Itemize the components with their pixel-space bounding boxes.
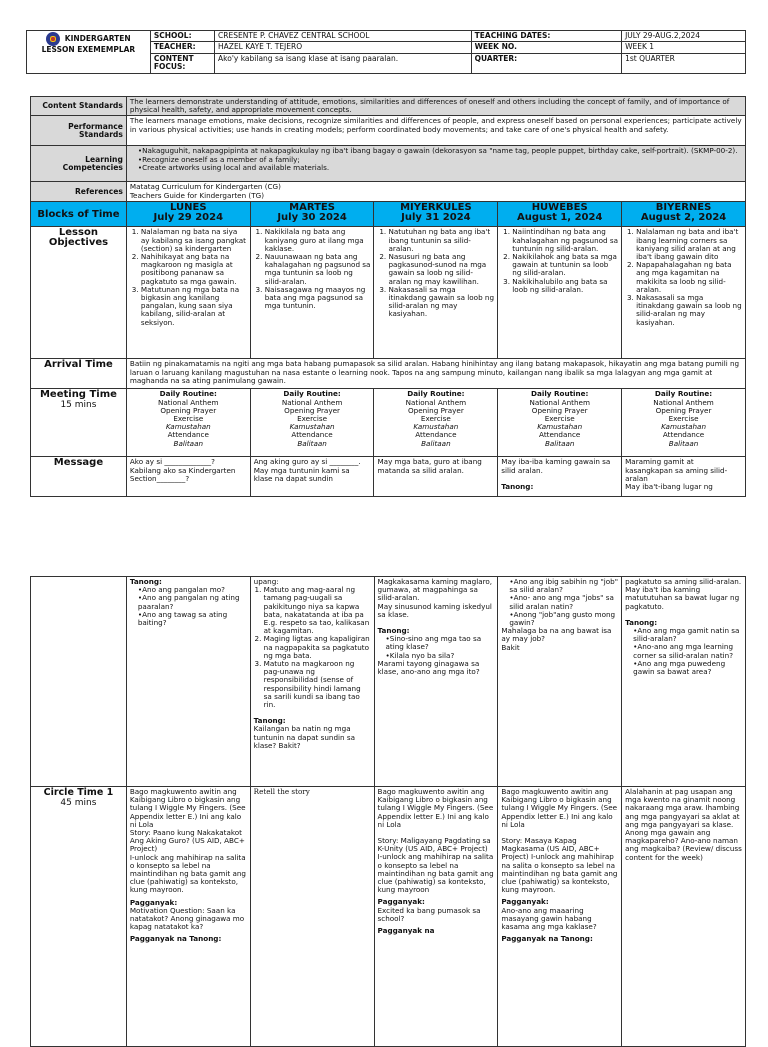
deped-logo [46,32,60,46]
lesson-objectives-label: Lesson Objectives [31,227,127,359]
circle-mon [126,787,250,1047]
rule-item: 1. Matuto ang mag-aaral ng tamang pag-uugali sa pakikitungo niya sa kapwa bata, nakatatanda at iba pa E.g. respeto sa tao, kalikasan at kagamitan. [264,586,371,635]
meeting-time-duration: 15 mins [60,400,97,411]
teacher-label: TEACHER: [150,42,214,53]
routine-item: Kamustahan [537,422,583,432]
motivation-question-title: Pagganyak na [377,926,435,936]
routine-item: National Anthem [653,397,714,407]
meeting-time-title: Meeting Time [39,389,117,401]
routine-item: Balitaan [668,438,699,448]
routine-thu [498,389,622,457]
routine-title: Daily Routine: [654,389,713,399]
school-label: SCHOOL: [150,31,214,42]
objectives-thu [498,227,622,359]
circle-time-label [31,787,127,1047]
message-continued-label [31,577,127,787]
routine-item: Balitaan [421,438,451,448]
routine-item: Balitaan [297,438,327,448]
message-mon [126,457,250,497]
logo-title-cell [27,31,151,74]
message-line: May sinusunod kaming iskedyul sa klase. [377,601,492,619]
day-date: August 2, 2024 [640,212,727,224]
objective-item: 1. Nalalaman ng bata and iba't ibang learning corners sa kaniyang silid aralan at ang iba't ibang gawain dito [636,228,742,261]
objective-item: 3. Nakikihalubilo ang bata sa loob ng silid-aralan. [512,278,618,294]
routine-fri [622,389,746,457]
objective-item: 2. Nakikilahok ang bata sa mga gawain at tuntunin sa loob ng silid-aralan. [512,253,618,278]
reference-line: Matatag Curriculum for Kindergarten (CG) [129,182,281,192]
routine-item: Kamustahan [661,422,706,432]
routine-item: Attendance [662,430,705,440]
routine-item: Balitaan [544,438,575,448]
message-line: upang: [253,577,279,586]
message-thu [498,457,622,497]
objective-item: 1. Nalalaman ng bata na siya ay kabilang sa isang pangkat (section) sa kindergarten [141,228,247,253]
logo-title-1: KINDERGARTEN [64,34,131,43]
objectives-tue [250,227,374,359]
circle-thu [498,787,622,1047]
objective-item: 2. Nahihikayat ang bata na magkaroon ng masigla at positibong pananaw sa pagkatuto sa mga gawain. [141,253,247,286]
references-label: References [31,182,127,202]
school-value: CRESENTE P. CHAVEZ CENTRAL SCHOOL [215,31,472,42]
day-date: August 1, 2024 [516,212,603,224]
message-wed [374,457,498,497]
routine-item: National Anthem [158,397,219,407]
question-item: • Ano ang mga gamit natin sa silid-aralan? [633,627,742,643]
message-line: Marami tayong ginagawa sa klase, ano-ano ang mga ito? [377,658,480,677]
circle-line: Motivation Question: Saan ka natatakot? Anong ginagawa mo kapag natatakot ka? [129,905,245,932]
routine-tue [250,389,374,457]
day-name: HUWEBES [531,202,588,214]
routine-wed [374,389,498,457]
message-line: Ang aking guro ay si ________. [253,457,361,467]
routine-item: Kamustahan [413,422,459,432]
message-line: Maraming gamit at kasangkapan sa aming silid-aralan [625,457,728,483]
content-focus-value: Ako'y kabilang sa isang klase at isang paaralan. [215,53,472,73]
competency-item: • Nakaguguhit, nakapagpipinta at nakapagkukulay ng iba't ibang bagay o gawain (dekorasyon sa "name tag, people puppet, birthday cake, self-portrait). (SKMP-00-2). [138,147,742,155]
routine-item: Attendance [415,430,457,440]
message-line: Magkakasama kaming maglaro, gumawa, at magpahinga sa silid-aralan. [377,577,493,603]
objectives-fri [622,227,746,359]
page-gap [0,510,768,576]
question-item: • Ano ang ibig sabihin ng "job" sa silid aralan? [509,578,618,594]
message-line: May iba-iba kaming gawain sa silid aralan. [501,457,611,475]
routine-item: National Anthem [405,397,467,407]
day-header-mon [126,202,250,227]
message-line: May iba't iba kaming matututuhan sa bawat lugar ng pagkatuto. [625,585,740,611]
teacher-value: HAZEL KAYE T. TEJERO [215,42,472,53]
question-title: Tanong: [625,617,658,627]
message-line: Bakit [501,642,520,652]
routine-title: Daily Routine: [159,389,217,399]
objective-item: 1. Nakikilala ng bata ang kaniyang guro at ilang mga kaklase. [265,228,371,253]
objective-item: 2. Napapahalagahan ng bata ang mga kagamitan na makikita sa loob ng silid-aralan. [636,261,742,294]
day-name: MIYERKULES [400,202,472,214]
question-item: • Anong "job"ang gusto mong gawin? [509,611,618,627]
routine-item: National Anthem [529,397,590,407]
message-cont-thu [498,577,622,787]
rule-item: 2. Maging ligtas ang kapaligiran na nagpapakita sa pagkatuto ng mga bata. [264,635,371,660]
routine-title: Daily Routine: [283,389,341,399]
routine-item: Opening Prayer [655,405,712,415]
question-item: • Ano ang tawag sa ating baiting? [138,611,247,627]
circle-wed [374,787,498,1047]
routine-title: Daily Routine: [531,389,589,399]
question-item: • Ano ang mga puwedeng gawin sa bawat area? [633,660,742,676]
message-line: May mga tuntunin kami sa klase na dapat sundin [253,465,350,483]
message-tue [250,457,374,497]
question-item: • Sino-sino ang mga tao sa ating klase? [386,635,495,651]
motivation-question-title: Pagganyak na Tanong: [501,934,593,944]
routine-item: Opening Prayer [160,405,217,415]
message-line: pagkatuto sa aming silid-aralan. [625,577,742,586]
performance-standards-value: The learners manage emotions, make decisions, recognize similarities and differences of people, and express oneself based on personal experiences; participate actively in various physical activities; use hands in creating models; perform coordinated body movements; and take care of one's physical health and safety. [126,116,745,146]
message-cont-mon [126,577,250,787]
objective-item: 2. Nasusuri ng bata ang pagkasunod-sunod na mga gawain sa loob ng silid-aralan ng may kawilihan. [388,253,494,286]
question-title: Tanong: [129,577,162,586]
logo-title-2: LESSON EXEMEMPLAR [41,45,136,54]
routine-item: Opening Prayer [407,405,464,415]
page-2 [0,576,768,1024]
question-item: • Ano ang pangalan ng ating paaralan? [138,594,247,610]
circle-line: Story: Maligayang Pagdating sa K-Unity (US AID, ABC+ Project) I-unlock ang mahihirap na salita o konsepto sa lebel na maintindihan ng bata gamit ang clue (pahiwatig) sa konteksto, kung mayroon [377,836,494,895]
motivation-title: Pagganyak: [377,897,425,907]
learning-competencies-value [126,146,745,182]
circle-time-title: Circle Time 1 [43,787,114,798]
routine-item: Attendance [539,430,581,440]
objectives-mon [126,227,250,359]
circle-line: Bago magkuwento awitin ang Kaibigang Libro o bigkasin ang tulang I Wiggle My Fingers. (See Appendix letter E.) Ini ang kalo ni Lola [377,787,494,829]
message-line: Mahalaga ba na ang bawat isa ay may job? [501,626,612,644]
routine-item: Attendance [167,430,209,440]
circle-fri [622,787,746,1047]
message-label: Message [31,457,127,497]
objective-item: 3. Matutunan ng mga bata na bigkasin ang kanilang pangalan, kung saan siya kabilang, silid-aralan at seksiyon. [141,286,247,327]
circle-line: Retell the story [253,787,310,796]
circle-line: Alalahanin at pag usapan ang mga kwento na ginamit noong nakaraang mga araw. Ihambing ang mga pangyayari sa aklat at ang mga pangyayari sa klase. Anong mga gawain ang magkapareho? Ano-ano naman ang magkaiba? (Review/ discuss content for the week) [625,787,742,862]
blocks-of-time-label: Blocks of Time [31,202,127,227]
content-standards-value: The learners demonstrate understanding of attitude, emotions, similarities and differences of oneself and others including the concept of family, and of importance of physical health, safety, and appropriate movement concepts. [126,97,745,116]
routine-item: National Anthem [281,397,343,407]
rule-item: 3. Matuto na magkaroon ng pag-unawa ng responsibilidad (sense of responsibility hindi lamang sa sarili kundi sa ibang tao rin. [264,660,371,709]
message-line: Section________? [129,473,190,483]
day-date: July 31 2024 [401,212,471,224]
arrival-time-text: Batiin ng pinakamatamis na ngiti ang mga bata habang pumapasok sa silid aralan. Habang hinihintay ang ilang batang makapasok, hikayatin ang mga batang pumili ng laruan o laruang kanilang magustuhan na nasa estante o learning nook. Tapos na ang sampung minuto, kailangan nang ibalik sa mga lalagyan ang mga gamit at maghanda na sa ating panimulang gawain. [126,359,745,389]
content-focus-label: CONTENT FOCUS: [150,53,214,73]
message-line: Kabilang ako sa Kindergarten [129,465,236,475]
routine-item: Exercise [544,414,575,424]
header-table [26,30,746,74]
message-cont-tue [250,577,374,787]
objective-item: 3. Naisasagawa ng maayos ng bata ang mga pagsunod sa mga tuntunin. [265,286,371,311]
circle-line: I-unlock ang mahihirap na salita o konsepto sa lebel na maintindihan ng bata gamit ang clue (pahiwatig) sa konteksto, kung mayroon. [129,852,246,895]
circle-time-duration: 45 mins [60,798,97,808]
references-value [126,182,745,202]
question-title: Tanong: [253,716,286,726]
content-standards-label: Content Standards [31,97,127,116]
question-item: • Ano- ano ang mga "jobs" sa silid aralan natin? [509,594,618,610]
teaching-dates-value: JULY 29-AUG.2,2024 [622,31,746,42]
circle-line: Ano-ano ang maaaring masayang gawin habang kasama ang mga kaklase? [501,905,597,932]
reference-line: Teachers Guide for Kindergarten (TG) [129,190,265,200]
day-date: July 29 2024 [153,212,224,224]
teaching-dates-label: TEACHING DATES: [471,31,621,42]
objective-item: 3. Nakasasali sa mga itinakdang gawain sa loob ng silid-aralan ng may kasiyahan. [636,294,742,327]
lesson-table [30,96,746,497]
circle-line: Bago magkuwento awitin ang Kaibigang Libro o bigkasin ang tulang I Wiggle My Fingers. (See Appendix letter E.) Ini ang kalo ni Lola [501,787,618,829]
routine-item: Exercise [173,414,204,424]
day-name: BIYERNES [655,202,712,214]
day-header-tue [250,202,374,227]
day-header-fri [622,202,746,227]
day-name: MARTES [289,202,335,214]
objective-item: 1. Natutuhan ng bata ang iba't ibang tuntunin sa silid-aralan. [388,228,494,253]
performance-standards-label: Performance Standards [31,116,127,146]
day-name: LUNES [170,202,207,214]
motivation-title: Pagganyak: [501,897,549,907]
objectives-wed [374,227,498,359]
arrival-time-label: Arrival Time [31,359,127,389]
circle-tue [250,787,374,1047]
circle-line: Story: Paano kung Nakakatakot Ang Aking Guro? (US AID, ABC+ Project) [129,828,245,854]
message-line: May mga bata, guro at ibang matanda sa silid aralan. [377,457,482,475]
learning-competencies-label: Learning Competencies [31,146,127,182]
circle-line: Excited ka bang pumasok sa school? [377,905,481,923]
circle-line: Bago magkuwento awitin ang Kaibigang Libro o bigkasin ang tulang I Wiggle My Fingers. (See Appendix letter E.) Ini ang kalo ni Lola [129,787,246,829]
quarter-label: QUARTER: [471,53,621,73]
message-cont-fri [622,577,746,787]
day-header-wed [374,202,498,227]
message-line: Ako ay si _____________? [129,457,215,467]
question-item: • Kilala nyo ba sila? [386,652,495,660]
competency-item: • Create artworks using local and available materials. [138,164,742,172]
routine-item: Opening Prayer [531,405,588,415]
routine-item: Exercise [668,414,699,424]
question-item: • Ano ang pangalan mo? [138,586,247,594]
objective-item: 1. Naiintindihan ng bata ang kahalagahan ng pagsunod sa tuntunin ng silid-aralan. [512,228,618,253]
routine-item: Attendance [291,430,333,440]
quarter-value: 1st QUARTER [622,53,746,73]
message-fri [622,457,746,497]
routine-item: Opening Prayer [284,405,340,415]
question-item: • Ano-ano ang mga learning corner sa silid-aralan natin? [633,643,742,659]
lesson-table-continued [30,576,746,1047]
objective-item: 3. Nakasasali sa mga itinakdang gawain sa loob ng silid-aralan ng may kasiyahan. [388,286,494,319]
question-text: Kailangan ba natin ng mga tuntunin na dapat sundin sa klase? Bakit? [253,724,356,750]
objective-item: 2. Nauunawaan ng bata ang kahalagahan ng pagsunod sa mga tuntunin sa loob ng silid-aralan. [265,253,371,286]
day-date: July 30 2024 [277,212,347,224]
routine-mon [126,389,250,457]
routine-item: Exercise [420,414,451,424]
routine-title: Daily Routine: [407,389,465,399]
day-header-thu [498,202,622,227]
competency-item: • Recognize oneself as a member of a family; [138,156,742,164]
message-line: May iba't-ibang lugar ng [625,482,713,492]
week-label: WEEK NO. [471,42,621,53]
message-cont-wed [374,577,498,787]
routine-item: Kamustahan [289,422,335,432]
motivation-question-title: Pagganyak na Tanong: [129,934,222,944]
routine-item: Exercise [297,414,328,424]
week-value: WEEK 1 [622,42,746,53]
circle-line: Story: Masaya Kapag Magkasama (US AID, ABC+ Project) I-unlock ang mahihirap na salita o konsepto sa lebel na maintindihan ng bata gamit ang clue (pahiwatig) sa konteksto, kung mayroon. [501,836,618,895]
question-title: Tanong: [377,626,410,636]
routine-item: Balitaan [173,438,204,448]
routine-item: Kamustahan [165,422,211,432]
message-line: Tanong: [501,482,534,492]
page-1 [0,0,768,510]
meeting-time-label [31,389,127,457]
motivation-title: Pagganyak: [129,897,178,907]
